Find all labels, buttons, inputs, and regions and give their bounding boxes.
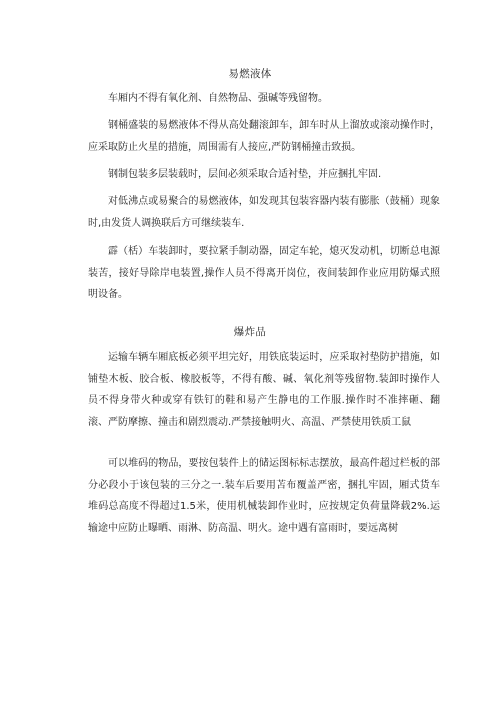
- paragraph-steel-drums: 钢桶盛装的易燃液体不得从高处翻滚卸车，卸车时从上溜放或滚动操作时，应采取防止火星的措施，周围需有人接应,严防钢桶撞击致损。: [88, 120, 440, 153]
- paragraph-stacking: 可以堆码的物品，要按包装件上的储运图标标志摆放，最高件超过栏板的部分必段小于该包装的三分之一.装车后要用苫布覆盖严密，捆扎牢固，厢式货车堆码总高度不得超过1.5米，使用机械装卸作业时，应按规定负荷量降载2%.运输途中应防止曝晒、雨淋、防高温、明火。途中遇有富雨时，要远离树: [88, 458, 440, 535]
- paragraph-vehicle-floor: 运输车辆车厢底板必须平坦完好，用铁底装运时，应采取衬垫防护措施，如铺垫木板、胶合板、橡胶板等，不得有酸、碱、氧化剂等残留物.装卸时操作人员不得身带火种或穿有铁钉的鞋和易产生静电的工作服.操作时不准摔砸、翻滚、严防摩擦、撞击和剧烈震动.严禁接触明火、高温、严禁使用铁质工鼠: [88, 352, 440, 429]
- paragraph-residue: 车厢内不得有氧化剂、自然物品、强碱等残留物。: [108, 93, 328, 104]
- section-title-explosives: 爆炸品: [233, 326, 267, 338]
- paragraph-low-boiling-point: 对低沸点或易聚合的易燃液体，如发现其包装容器内装有膨胀（鼓桶）现象时,由发货人调换联后方可继续装车.: [88, 196, 440, 229]
- paragraph-tanker-unloading: 霹（栝）车装卸时，要拉紧手制动器，固定车轮，熄灭发动机，切断总电源装苦，接好导除岸电装置,操作人员不得离开岗位，夜间装卸作业应用防爆式照明设备。: [88, 246, 440, 301]
- section-title-flammable-liquids: 易燃液体: [228, 68, 272, 80]
- paragraph-multi-layer-loading: 钢制包装多层装载时，层间必须采取合适衬垫，并应捆扎牢固.: [108, 169, 382, 180]
